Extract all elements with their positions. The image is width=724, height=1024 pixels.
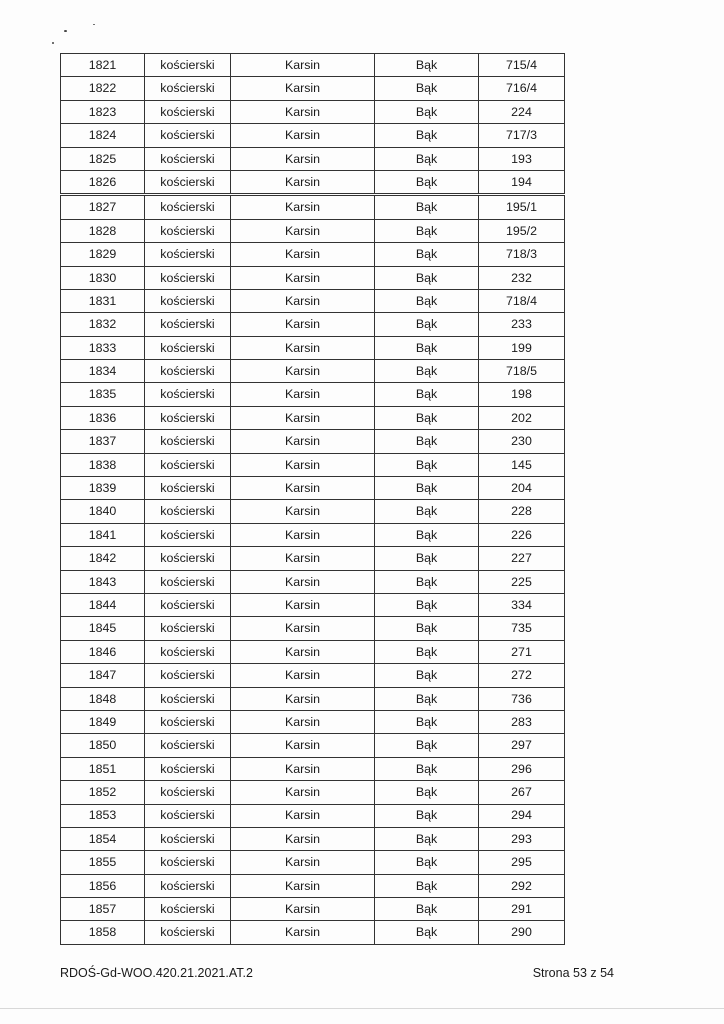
precinct-cell: Bąk	[375, 851, 479, 874]
commune-cell: Karsin	[231, 477, 375, 500]
table-row	[61, 313, 565, 336]
row-number-cell: 1850	[61, 734, 145, 757]
precinct-cell: Bąk	[375, 383, 479, 406]
commune-cell: Karsin	[231, 593, 375, 616]
row-number-cell: 1828	[61, 219, 145, 242]
parcel-number-cell: 290	[479, 921, 565, 944]
table-row	[61, 453, 565, 476]
precinct-cell: Bąk	[375, 687, 479, 710]
commune-cell: Karsin	[231, 430, 375, 453]
precinct-cell: Bąk	[375, 430, 479, 453]
parcel-number-cell: 228	[479, 500, 565, 523]
table-row	[61, 170, 565, 194]
county-cell: kościerski	[145, 804, 231, 827]
commune-cell: Karsin	[231, 147, 375, 170]
table-row	[61, 500, 565, 523]
precinct-cell: Bąk	[375, 640, 479, 663]
row-number-cell: 1852	[61, 781, 145, 804]
precinct-cell: Bąk	[375, 195, 479, 219]
row-number-cell: 1855	[61, 851, 145, 874]
row-number-cell: 1829	[61, 243, 145, 266]
precinct-cell: Bąk	[375, 523, 479, 546]
commune-cell: Karsin	[231, 851, 375, 874]
county-cell: kościerski	[145, 336, 231, 359]
county-cell: kościerski	[145, 54, 231, 77]
scan-bottom-edge	[0, 1008, 724, 1009]
row-number-cell: 1853	[61, 804, 145, 827]
commune-cell: Karsin	[231, 523, 375, 546]
parcel-table	[60, 53, 565, 945]
parcel-number-cell: 202	[479, 406, 565, 429]
table-row	[61, 921, 565, 944]
table-row	[61, 406, 565, 429]
county-cell: kościerski	[145, 243, 231, 266]
county-cell: kościerski	[145, 851, 231, 874]
commune-cell: Karsin	[231, 406, 375, 429]
table-row	[61, 360, 565, 383]
commune-cell: Karsin	[231, 336, 375, 359]
commune-cell: Karsin	[231, 804, 375, 827]
commune-cell: Karsin	[231, 827, 375, 850]
table-row	[61, 617, 565, 640]
table-row	[61, 898, 565, 921]
county-cell: kościerski	[145, 710, 231, 733]
parcel-number-cell: 294	[479, 804, 565, 827]
table-row	[61, 219, 565, 242]
county-cell: kościerski	[145, 523, 231, 546]
table-row	[61, 687, 565, 710]
table-row	[61, 804, 565, 827]
table-row	[61, 195, 565, 219]
row-number-cell: 1849	[61, 710, 145, 733]
county-cell: kościerski	[145, 219, 231, 242]
parcel-number-cell: 715/4	[479, 54, 565, 77]
parcel-number-cell: 736	[479, 687, 565, 710]
commune-cell: Karsin	[231, 170, 375, 194]
parcel-number-cell: 716/4	[479, 77, 565, 100]
precinct-cell: Bąk	[375, 77, 479, 100]
parcel-number-cell: 271	[479, 640, 565, 663]
commune-cell: Karsin	[231, 547, 375, 570]
county-cell: kościerski	[145, 406, 231, 429]
precinct-cell: Bąk	[375, 874, 479, 897]
commune-cell: Karsin	[231, 383, 375, 406]
county-cell: kościerski	[145, 453, 231, 476]
county-cell: kościerski	[145, 898, 231, 921]
county-cell: kościerski	[145, 77, 231, 100]
county-cell: kościerski	[145, 547, 231, 570]
table-row	[61, 336, 565, 359]
precinct-cell: Bąk	[375, 547, 479, 570]
table-row	[61, 827, 565, 850]
commune-cell: Karsin	[231, 289, 375, 312]
county-cell: kościerski	[145, 266, 231, 289]
county-cell: kościerski	[145, 874, 231, 897]
table-row	[61, 851, 565, 874]
commune-cell: Karsin	[231, 757, 375, 780]
commune-cell: Karsin	[231, 687, 375, 710]
precinct-cell: Bąk	[375, 898, 479, 921]
precinct-cell: Bąk	[375, 406, 479, 429]
parcel-number-cell: 293	[479, 827, 565, 850]
precinct-cell: Bąk	[375, 289, 479, 312]
county-cell: kościerski	[145, 100, 231, 123]
scan-speck	[93, 24, 95, 25]
precinct-cell: Bąk	[375, 781, 479, 804]
county-cell: kościerski	[145, 734, 231, 757]
parcel-number-cell: 297	[479, 734, 565, 757]
row-number-cell: 1856	[61, 874, 145, 897]
parcel-number-cell: 198	[479, 383, 565, 406]
row-number-cell: 1851	[61, 757, 145, 780]
parcel-number-cell: 225	[479, 570, 565, 593]
table-row	[61, 757, 565, 780]
parcel-number-cell: 283	[479, 710, 565, 733]
county-cell: kościerski	[145, 195, 231, 219]
parcel-number-cell: 204	[479, 477, 565, 500]
row-number-cell: 1821	[61, 54, 145, 77]
parcel-number-cell: 195/1	[479, 195, 565, 219]
row-number-cell: 1845	[61, 617, 145, 640]
scan-speck	[52, 42, 54, 44]
parcel-number-cell: 334	[479, 593, 565, 616]
county-cell: kościerski	[145, 360, 231, 383]
row-number-cell: 1822	[61, 77, 145, 100]
county-cell: kościerski	[145, 170, 231, 194]
row-number-cell: 1836	[61, 406, 145, 429]
row-number-cell: 1842	[61, 547, 145, 570]
county-cell: kościerski	[145, 664, 231, 687]
parcel-number-cell: 718/5	[479, 360, 565, 383]
county-cell: kościerski	[145, 383, 231, 406]
table-row	[61, 383, 565, 406]
row-number-cell: 1834	[61, 360, 145, 383]
precinct-cell: Bąk	[375, 313, 479, 336]
parcel-number-cell: 224	[479, 100, 565, 123]
document-reference: RDOŚ-Gd-WOO.420.21.2021.AT.2	[60, 966, 253, 980]
row-number-cell: 1857	[61, 898, 145, 921]
precinct-cell: Bąk	[375, 827, 479, 850]
commune-cell: Karsin	[231, 195, 375, 219]
precinct-cell: Bąk	[375, 336, 479, 359]
scan-speck	[64, 30, 67, 32]
precinct-cell: Bąk	[375, 757, 479, 780]
row-number-cell: 1854	[61, 827, 145, 850]
row-number-cell: 1848	[61, 687, 145, 710]
row-number-cell: 1844	[61, 593, 145, 616]
precinct-cell: Bąk	[375, 243, 479, 266]
commune-cell: Karsin	[231, 898, 375, 921]
table-row	[61, 124, 565, 147]
commune-cell: Karsin	[231, 734, 375, 757]
commune-cell: Karsin	[231, 360, 375, 383]
row-number-cell: 1831	[61, 289, 145, 312]
county-cell: kościerski	[145, 687, 231, 710]
row-number-cell: 1837	[61, 430, 145, 453]
table-row	[61, 77, 565, 100]
precinct-cell: Bąk	[375, 710, 479, 733]
commune-cell: Karsin	[231, 54, 375, 77]
parcel-number-cell: 735	[479, 617, 565, 640]
county-cell: kościerski	[145, 430, 231, 453]
table-row	[61, 781, 565, 804]
table-row	[61, 734, 565, 757]
table-row	[61, 710, 565, 733]
row-number-cell: 1843	[61, 570, 145, 593]
county-cell: kościerski	[145, 827, 231, 850]
row-number-cell: 1858	[61, 921, 145, 944]
row-number-cell: 1823	[61, 100, 145, 123]
precinct-cell: Bąk	[375, 147, 479, 170]
precinct-cell: Bąk	[375, 170, 479, 194]
parcel-number-cell: 226	[479, 523, 565, 546]
parcel-number-cell: 291	[479, 898, 565, 921]
commune-cell: Karsin	[231, 781, 375, 804]
county-cell: kościerski	[145, 313, 231, 336]
table-row	[61, 430, 565, 453]
page-number: Strona 53 z 54	[532, 966, 614, 980]
precinct-cell: Bąk	[375, 360, 479, 383]
precinct-cell: Bąk	[375, 734, 479, 757]
parcel-number-cell: 145	[479, 453, 565, 476]
commune-cell: Karsin	[231, 313, 375, 336]
precinct-cell: Bąk	[375, 219, 479, 242]
row-number-cell: 1840	[61, 500, 145, 523]
table-row	[61, 289, 565, 312]
county-cell: kościerski	[145, 289, 231, 312]
parcel-number-cell: 717/3	[479, 124, 565, 147]
parcel-number-cell: 230	[479, 430, 565, 453]
commune-cell: Karsin	[231, 453, 375, 476]
table-row	[61, 54, 565, 77]
precinct-cell: Bąk	[375, 570, 479, 593]
row-number-cell: 1826	[61, 170, 145, 194]
table-row	[61, 664, 565, 687]
parcel-number-cell: 296	[479, 757, 565, 780]
commune-cell: Karsin	[231, 266, 375, 289]
commune-cell: Karsin	[231, 617, 375, 640]
precinct-cell: Bąk	[375, 617, 479, 640]
parcel-number-cell: 227	[479, 547, 565, 570]
precinct-cell: Bąk	[375, 124, 479, 147]
parcel-number-cell: 232	[479, 266, 565, 289]
row-number-cell: 1825	[61, 147, 145, 170]
row-number-cell: 1832	[61, 313, 145, 336]
county-cell: kościerski	[145, 921, 231, 944]
precinct-cell: Bąk	[375, 100, 479, 123]
parcel-number-cell: 292	[479, 874, 565, 897]
table-row	[61, 523, 565, 546]
parcel-number-cell: 199	[479, 336, 565, 359]
table-row	[61, 570, 565, 593]
table-row	[61, 593, 565, 616]
commune-cell: Karsin	[231, 100, 375, 123]
precinct-cell: Bąk	[375, 664, 479, 687]
parcel-number-cell: 193	[479, 147, 565, 170]
commune-cell: Karsin	[231, 640, 375, 663]
commune-cell: Karsin	[231, 570, 375, 593]
parcel-table-body	[61, 54, 565, 945]
precinct-cell: Bąk	[375, 804, 479, 827]
county-cell: kościerski	[145, 570, 231, 593]
commune-cell: Karsin	[231, 921, 375, 944]
table-row	[61, 874, 565, 897]
commune-cell: Karsin	[231, 243, 375, 266]
parcel-number-cell: 233	[479, 313, 565, 336]
row-number-cell: 1838	[61, 453, 145, 476]
commune-cell: Karsin	[231, 710, 375, 733]
row-number-cell: 1824	[61, 124, 145, 147]
commune-cell: Karsin	[231, 77, 375, 100]
parcel-number-cell: 272	[479, 664, 565, 687]
parcel-number-cell: 194	[479, 170, 565, 194]
table-row	[61, 266, 565, 289]
precinct-cell: Bąk	[375, 500, 479, 523]
commune-cell: Karsin	[231, 124, 375, 147]
parcel-number-cell: 267	[479, 781, 565, 804]
row-number-cell: 1846	[61, 640, 145, 663]
precinct-cell: Bąk	[375, 921, 479, 944]
county-cell: kościerski	[145, 593, 231, 616]
commune-cell: Karsin	[231, 874, 375, 897]
table-row	[61, 477, 565, 500]
row-number-cell: 1830	[61, 266, 145, 289]
row-number-cell: 1839	[61, 477, 145, 500]
row-number-cell: 1847	[61, 664, 145, 687]
precinct-cell: Bąk	[375, 593, 479, 616]
county-cell: kościerski	[145, 124, 231, 147]
row-number-cell: 1841	[61, 523, 145, 546]
parcel-number-cell: 295	[479, 851, 565, 874]
row-number-cell: 1835	[61, 383, 145, 406]
table-row	[61, 547, 565, 570]
precinct-cell: Bąk	[375, 54, 479, 77]
table-row	[61, 243, 565, 266]
county-cell: kościerski	[145, 147, 231, 170]
precinct-cell: Bąk	[375, 453, 479, 476]
parcel-number-cell: 718/3	[479, 243, 565, 266]
row-number-cell: 1827	[61, 195, 145, 219]
commune-cell: Karsin	[231, 500, 375, 523]
commune-cell: Karsin	[231, 219, 375, 242]
parcel-number-cell: 718/4	[479, 289, 565, 312]
row-number-cell: 1833	[61, 336, 145, 359]
commune-cell: Karsin	[231, 664, 375, 687]
county-cell: kościerski	[145, 781, 231, 804]
county-cell: kościerski	[145, 500, 231, 523]
county-cell: kościerski	[145, 640, 231, 663]
county-cell: kościerski	[145, 617, 231, 640]
precinct-cell: Bąk	[375, 266, 479, 289]
table-row	[61, 147, 565, 170]
parcel-number-cell: 195/2	[479, 219, 565, 242]
county-cell: kościerski	[145, 757, 231, 780]
precinct-cell: Bąk	[375, 477, 479, 500]
table-row	[61, 100, 565, 123]
table-row	[61, 640, 565, 663]
county-cell: kościerski	[145, 477, 231, 500]
